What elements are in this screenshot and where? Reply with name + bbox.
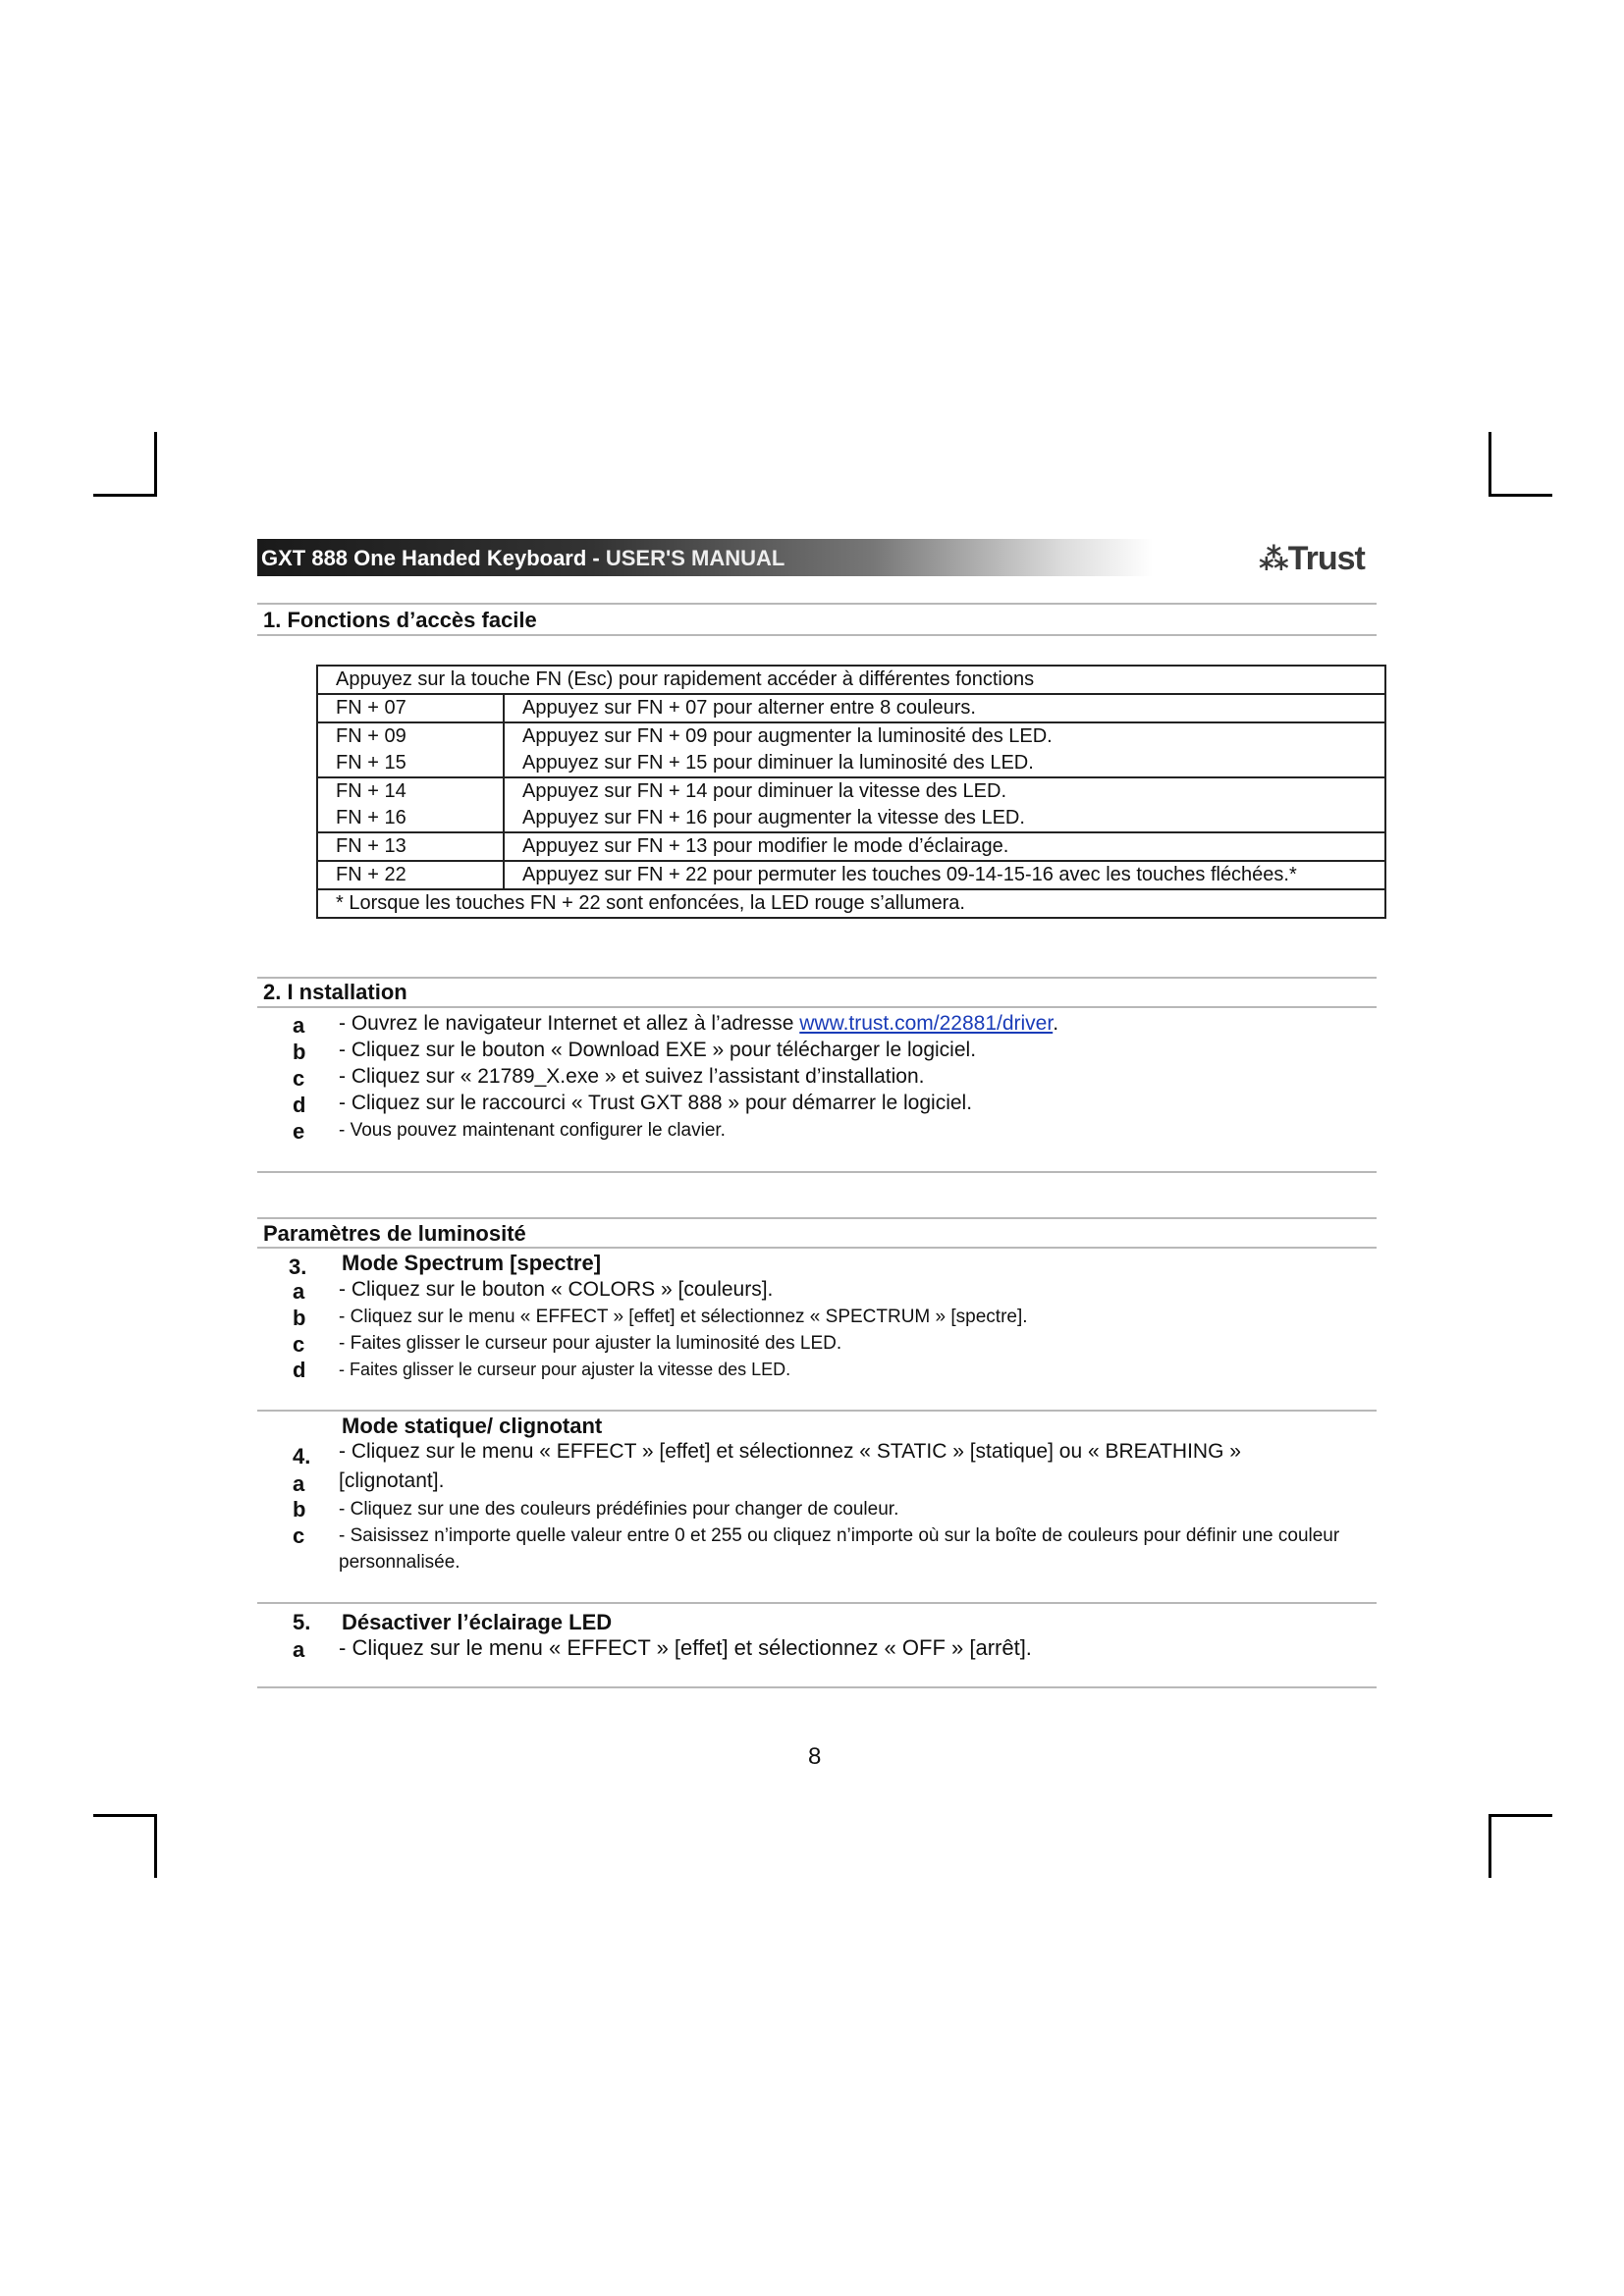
step-letter: a bbox=[293, 1013, 305, 1038]
step-letter: c bbox=[293, 1332, 305, 1357]
crop-mark-bottom-right bbox=[1489, 1814, 1552, 1817]
shortcut-table bbox=[316, 665, 1386, 919]
table-footnote: * Lorsque les touches FN + 22 sont enfoncées, la LED rouge s’allumera. bbox=[317, 889, 1385, 918]
step-letter: c bbox=[293, 1066, 305, 1091]
crop-mark-top-right bbox=[1489, 432, 1491, 497]
step-number: 5. bbox=[293, 1610, 311, 1634]
crop-mark-bottom-left bbox=[154, 1814, 157, 1878]
step-text: - Saisissez n’importe quelle valeur entre 0 et 255 ou cliquez n’importe où sur la boîte de couleurs pour définir une couleur personnalisée. bbox=[339, 1525, 1340, 1573]
step-letter: a bbox=[293, 1279, 305, 1304]
desc-cell: Appuyez sur FN + 13 pour modifier le mode d’éclairage. bbox=[504, 832, 1385, 861]
step-number: 3. bbox=[289, 1255, 307, 1279]
table-row bbox=[317, 832, 1385, 861]
key-cell: FN + 14 FN + 16 bbox=[317, 777, 504, 832]
key-cell: FN + 22 bbox=[317, 861, 504, 889]
step-text: - Cliquez sur le menu « EFFECT » [effet] et sélectionnez « STATIC » [statique] ou « BREATHING » [clignotant]. bbox=[339, 1440, 1241, 1492]
step-letter: a bbox=[293, 1637, 305, 1662]
step-letter: e bbox=[293, 1119, 305, 1144]
trust-logo: ⁂Trust bbox=[1259, 540, 1365, 577]
section-title: 2. I nstallation bbox=[263, 980, 407, 1004]
step-letter: b bbox=[293, 1497, 306, 1522]
step-text: - Cliquez sur le bouton « Download EXE » pour télécharger le logiciel. bbox=[339, 1039, 977, 1061]
divider bbox=[257, 1006, 1377, 1008]
subsection-title: Désactiver l’éclairage LED bbox=[342, 1610, 613, 1634]
subsection-title: Mode statique/ clignotant bbox=[342, 1414, 603, 1438]
divider bbox=[257, 1686, 1377, 1688]
divider bbox=[257, 1410, 1377, 1412]
desc-cell: Appuyez sur FN + 07 pour alterner entre 8 couleurs. bbox=[504, 694, 1385, 722]
step-text: - Cliquez sur « 21789_X.exe » et suivez l’assistant d’installation. bbox=[339, 1065, 925, 1088]
desc-cell: Appuyez sur FN + 09 pour augmenter la luminosité des LED. Appuyez sur FN + 15 pour diminuer la luminosité des LED. bbox=[504, 722, 1385, 777]
step-letter: c bbox=[293, 1523, 305, 1548]
crop-mark-top-left bbox=[154, 432, 157, 497]
crop-mark-top-right bbox=[1489, 494, 1552, 497]
product-title: GXT 888 One Handed Keyboard - bbox=[261, 546, 606, 570]
trust-logo-icon: ⁂ bbox=[1259, 544, 1288, 576]
step-letter: b bbox=[293, 1306, 306, 1330]
divider bbox=[257, 977, 1377, 979]
crop-mark-bottom-right bbox=[1489, 1814, 1491, 1878]
crop-mark-bottom-left bbox=[93, 1814, 157, 1817]
desc-cell: Appuyez sur FN + 22 pour permuter les touches 09-14-15-16 avec les touches fléchées.* bbox=[504, 861, 1385, 889]
step-number: 4. bbox=[293, 1444, 311, 1468]
manual-subtitle: USER'S MANUAL bbox=[605, 546, 785, 570]
table-footnote-row bbox=[317, 889, 1385, 918]
table-row bbox=[317, 861, 1385, 889]
table-row bbox=[317, 777, 1385, 832]
key-cell: FN + 13 bbox=[317, 832, 504, 861]
step-text: - Cliquez sur le raccourci « Trust GXT 888 » pour démarrer le logiciel. bbox=[339, 1092, 973, 1114]
step-text: - Cliquez sur le bouton « COLORS » [couleurs]. bbox=[339, 1278, 774, 1301]
step-letter: d bbox=[293, 1093, 306, 1117]
driver-link[interactable]: www.trust.com/22881/driver bbox=[799, 1012, 1054, 1035]
step-text: - Cliquez sur le menu « EFFECT » [effet] et sélectionnez « SPECTRUM » [spectre]. bbox=[339, 1307, 1028, 1327]
step-letter: a bbox=[293, 1471, 305, 1496]
crop-mark-top-left bbox=[93, 494, 157, 497]
section-title: Paramètres de luminosité bbox=[263, 1221, 526, 1246]
step-text: - Cliquez sur une des couleurs prédéfinies pour changer de couleur. bbox=[339, 1499, 899, 1520]
page-number: 8 bbox=[808, 1743, 822, 1770]
step-text: - Ouvrez le navigateur Internet et allez à l’adresse www.trust.com/22881/driver. bbox=[339, 1012, 1059, 1035]
divider bbox=[257, 1247, 1377, 1249]
subsection-title: Mode Spectrum [spectre] bbox=[342, 1251, 602, 1275]
step-letter: b bbox=[293, 1040, 306, 1064]
manual-title bbox=[261, 546, 785, 571]
section-title: 1. Fonctions d’accès facile bbox=[263, 608, 537, 632]
step-text: - Vous pouvez maintenant configurer le clavier. bbox=[339, 1120, 726, 1141]
divider bbox=[257, 1602, 1377, 1604]
key-cell: FN + 09 FN + 15 bbox=[317, 722, 504, 777]
step-text: - Faites glisser le curseur pour ajuster la vitesse des LED. bbox=[339, 1360, 791, 1379]
step-text: - Faites glisser le curseur pour ajuster la luminosité des LED. bbox=[339, 1333, 842, 1354]
divider bbox=[257, 1217, 1377, 1219]
table-row bbox=[317, 722, 1385, 777]
key-cell: FN + 07 bbox=[317, 694, 504, 722]
table-row bbox=[317, 694, 1385, 722]
table-intro: Appuyez sur la touche FN (Esc) pour rapidement accéder à différentes fonctions bbox=[336, 668, 1035, 690]
divider bbox=[257, 1171, 1377, 1173]
step-letter: d bbox=[293, 1358, 306, 1382]
divider bbox=[257, 634, 1377, 636]
divider bbox=[257, 603, 1377, 605]
desc-cell: Appuyez sur FN + 14 pour diminuer la vitesse des LED. Appuyez sur FN + 16 pour augmenter la vitesse des LED. bbox=[504, 777, 1385, 832]
step-text: - Cliquez sur le menu « EFFECT » [effet] et sélectionnez « OFF » [arrêt]. bbox=[339, 1635, 1032, 1660]
